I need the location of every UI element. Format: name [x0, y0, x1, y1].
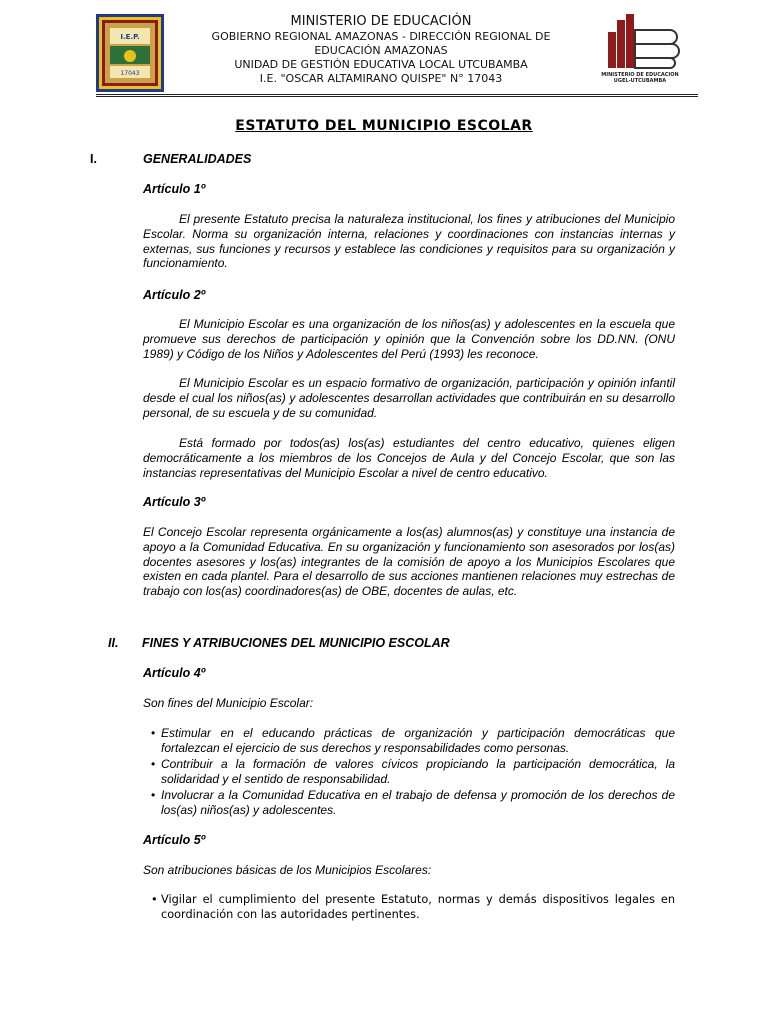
- regional-government: GOBIERNO REGIONAL AMAZONAS - DIRECCIÓN REGIONAL DE EDUCACIÓN AMAZONAS: [211, 30, 551, 57]
- caption-line-1: MINISTERIO DE EDUCACION: [601, 72, 679, 78]
- list-item-text: Involucrar a la Comunidad Educativa en el trabajo de defensa y promoción de los derechos de los(as) niños(as) y adolescentes.: [161, 788, 675, 817]
- ugel-name: UNIDAD DE GESTIÓN EDUCATIVA LOCAL UTCUBAMBA: [234, 58, 528, 71]
- article-1-text: El presente Estatuto precisa la naturaleza institucional, los fines y atribuciones del Municipio Escolar. Norma su organización interna, relaciones y coordinaciones con instancias internas y externas, sus funciones y recursos y establece las condiciones y requisitos para su organización y funcionamiento.: [143, 212, 675, 271]
- article-1-heading: Artículo 1º: [143, 182, 206, 196]
- crest-number: 17043: [120, 70, 140, 77]
- list-item-text: Estimular en el educando prácticas de organización y participación democráticas que fortalezcan el ejercicio de sus derechos y responsabilidades como personas.: [161, 726, 675, 755]
- article-2-heading: Artículo 2º: [143, 288, 206, 302]
- bullet-icon: •: [151, 757, 156, 771]
- article-4-heading: Artículo 4º: [143, 666, 206, 680]
- article-3-text: El Concejo Escolar representa orgánicamente a los(as) alumnos(as) y constituye una instancia de apoyo a la Comunidad Educativa. En su organización y funcionamiento son asesorados por los(as) docentes asesores y los(as) integrantes de la comisión de apoyo a los Municipios Escolares que existen en cada plantel. Para el desarrollo de sus acciones mantienen relaciones muy estrechas de trabajo con los(as) coordinadores(as) de OBE, docentes de aulas, etc.: [143, 525, 675, 599]
- list-item: [143, 788, 675, 818]
- section-number: I.: [90, 152, 97, 166]
- list-item: [143, 893, 675, 923]
- caption-line-2: UGEL-UTCUBAMBA: [613, 78, 667, 84]
- ministry-book-icon: [598, 12, 682, 70]
- article-5-heading: Artículo 5º: [143, 833, 206, 847]
- section-number: II.: [108, 636, 119, 650]
- header-divider: [96, 94, 698, 97]
- crest-text: I.E.P.: [120, 33, 140, 41]
- school-crest-logo: [96, 14, 164, 92]
- bullet-icon: •: [151, 893, 158, 906]
- section-title: GENERALIDADES: [143, 152, 252, 166]
- bullet-icon: •: [151, 788, 156, 802]
- document-title: ESTATUTO DEL MUNICIPIO ESCOLAR: [235, 118, 533, 134]
- article-2-paragraph-3: Está formado por todos(as) los(as) estudiantes del centro educativo, quienes eligen democráticamente a los miembros de los Concejos de Aula y del Concejo Escolar, que son las instancias representativas del Municipio Escolar a nivel de centro educativo.: [143, 436, 675, 480]
- list-item: [143, 726, 675, 756]
- list-item-text: Vigilar el cumplimiento del presente Estatuto, normas y demás dispositivos legales en coordinación con las autoridades pertinentes.: [161, 893, 675, 921]
- ministry-name: MINISTERIO DE EDUCACIÓN: [290, 14, 472, 29]
- list-item: [143, 757, 675, 787]
- article-2-paragraph-2: El Municipio Escolar es un espacio formativo de organización, participación y opinión infantil desde el cual los niños(as) y adolescentes desarrollan actividades que contribuirán en su desarrollo personal, de su escuela y de su comunidad.: [143, 376, 675, 420]
- list-item-text: Contribuir a la formación de valores cívicos propiciando la participación democrática, la solidaridad y el sentido de responsabilidad.: [161, 757, 675, 786]
- article-2-paragraph-1: El Municipio Escolar es una organización de los niños(as) y adolescentes en la escuela que promueve sus derechos de participación y opinión que la Convención sobre los DD.NN. (ONU 1989) y Código de los Niños y Adolescentes del Perú (1993) les reconoce.: [143, 317, 675, 361]
- ministry-logo-caption: [592, 72, 688, 84]
- article-5-intro: Son atribuciones básicas de los Municipios Escolares:: [143, 863, 432, 877]
- school-crest-icon: [96, 14, 164, 92]
- letterhead: [190, 14, 572, 86]
- section-title: FINES Y ATRIBUCIONES DEL MUNICIPIO ESCOLAR: [142, 636, 450, 650]
- bullet-icon: •: [151, 726, 156, 740]
- article-4-intro: Son fines del Municipio Escolar:: [143, 696, 314, 710]
- school-name: I.E. "OSCAR ALTAMIRANO QUISPE" N° 17043: [259, 72, 503, 85]
- article-3-heading: Artículo 3º: [143, 495, 206, 509]
